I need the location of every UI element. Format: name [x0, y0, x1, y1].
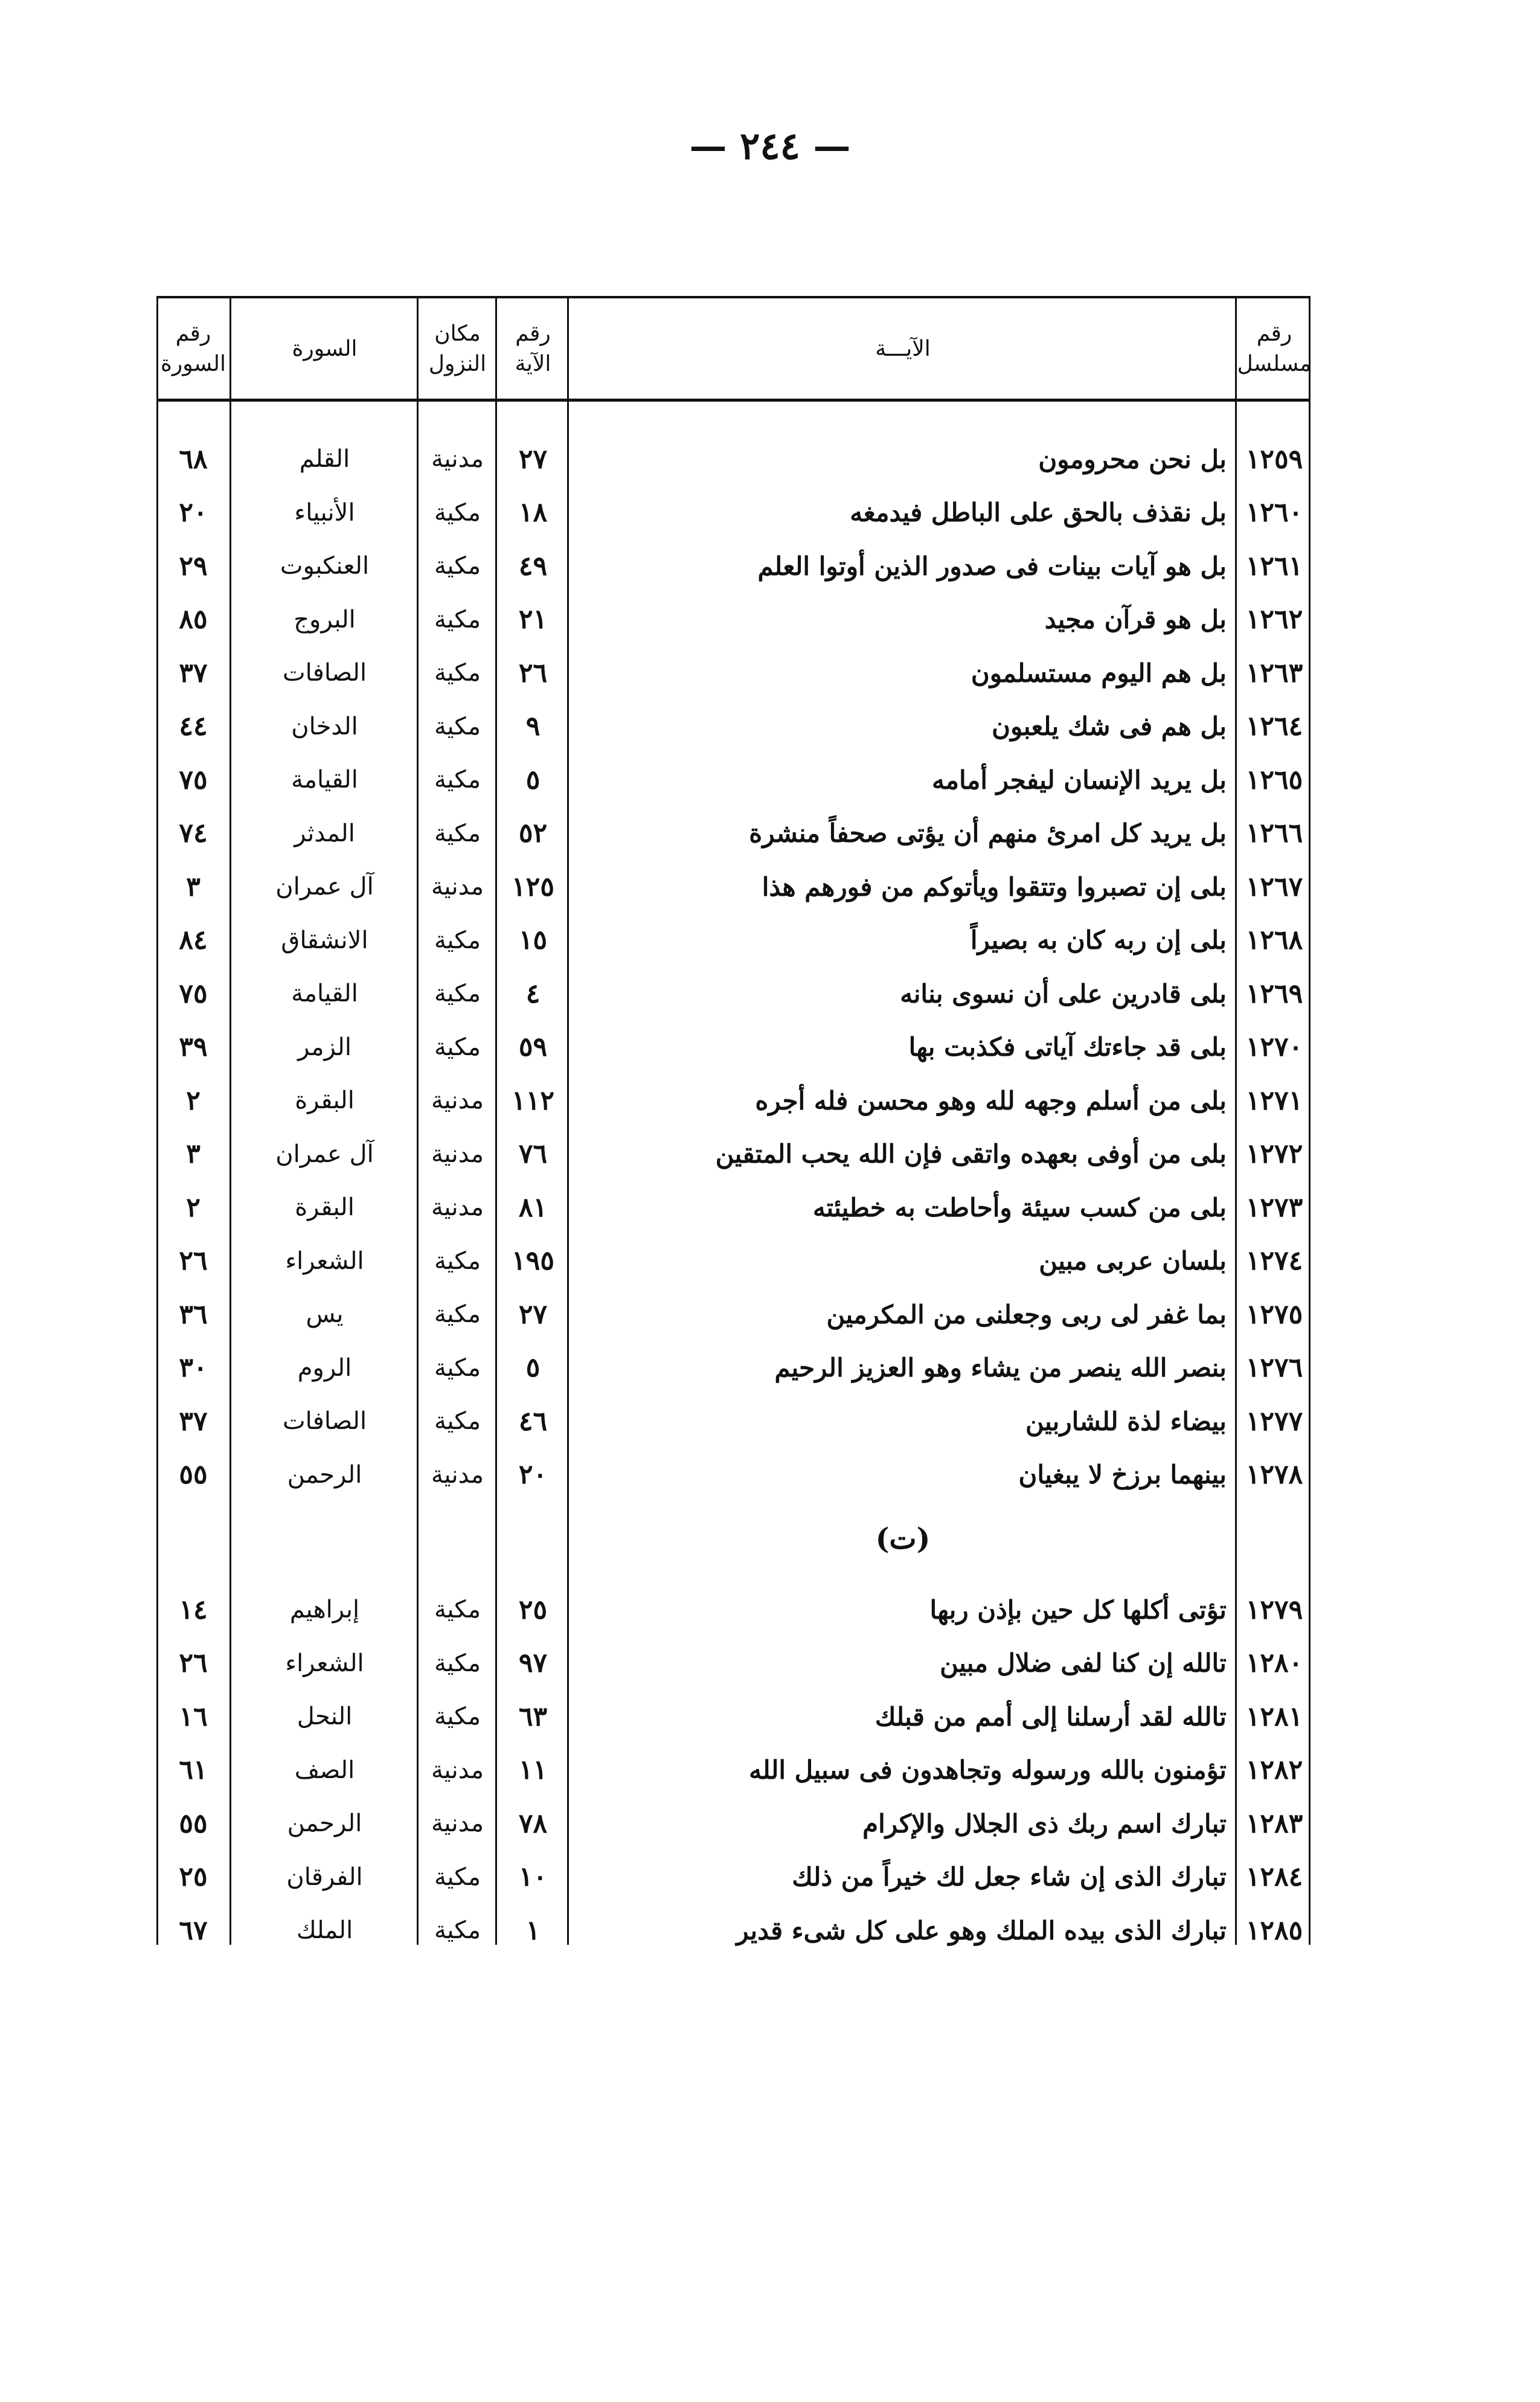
- row-place: مكية: [434, 1596, 481, 1623]
- row-ayah-number: ٦٣: [518, 1701, 548, 1732]
- row-serial: ١٢٦٠: [1245, 497, 1303, 528]
- row-place: مكية: [434, 766, 481, 794]
- row-place: مكية: [434, 498, 481, 527]
- row-surah-number: ٨٥: [179, 604, 208, 635]
- row-ayah-number: ٢٦: [518, 657, 548, 689]
- row-surah: إبراهيم: [289, 1596, 360, 1623]
- row-place: مكية: [434, 552, 481, 580]
- row-ayah-text: بل هو آيات بينات فى صدور الذين أوتوا العلم: [757, 551, 1227, 581]
- row-ayah-text: بلى قادرين على أن نسوى بنانه: [900, 978, 1227, 1009]
- row-place: مكية: [434, 819, 481, 847]
- row-surah: الرحمن: [287, 1460, 362, 1489]
- row-ayah-text: بل هو قرآن مجيد: [1044, 605, 1227, 634]
- index-table: [157, 296, 1311, 1945]
- row-serial: ١٢٦٩: [1245, 978, 1303, 1009]
- row-surah-number: ٣٦: [179, 1299, 208, 1330]
- row-surah: القيامة: [291, 766, 358, 794]
- table-row: [157, 1448, 1311, 1502]
- row-serial: ١٢٨٠: [1245, 1648, 1303, 1678]
- row-surah-number: ٢٦: [179, 1648, 208, 1678]
- row-serial: ١٢٦٥: [1245, 764, 1303, 795]
- row-serial: ١٢٨٢: [1245, 1755, 1303, 1785]
- row-surah-number: ٢٠: [179, 497, 208, 528]
- header-surah-label: السورة: [292, 336, 358, 361]
- row-surah-number: ٧٥: [179, 764, 208, 795]
- table-row: [157, 1903, 1311, 1957]
- row-ayah-text: بينهما برزخ لا يبغيان: [1018, 1460, 1227, 1489]
- row-ayah-number: ٤٦: [518, 1405, 548, 1437]
- header-serial-line2: مسلسل: [1237, 351, 1312, 376]
- row-ayah-text: بلى إن تصبروا وتتقوا ويأتوكم من فورهم هذا: [762, 872, 1227, 902]
- row-ayah-text: بل هم فى شك يلعبون: [992, 711, 1227, 741]
- row-ayah-text: بل نحن محرومون: [1038, 444, 1227, 474]
- row-place: مدنية: [431, 1460, 484, 1489]
- header-surah-number-line2: السورة: [161, 351, 226, 376]
- row-serial: ١٢٦٣: [1245, 657, 1303, 689]
- row-serial: ١٢٧٢: [1245, 1138, 1303, 1169]
- row-surah: الزمر: [298, 1033, 351, 1061]
- row-surah: الأنبياء: [294, 498, 355, 527]
- row-ayah-number: ٤٩: [518, 550, 548, 582]
- row-ayah-number: ٥: [525, 764, 541, 795]
- row-place: مكية: [434, 980, 481, 1007]
- row-ayah-number: ٥٢: [518, 818, 548, 849]
- row-surah-number: ٦١: [179, 1755, 208, 1785]
- row-place: مكية: [434, 1300, 481, 1328]
- row-ayah-text: بلسان عربى مبين: [1039, 1246, 1227, 1276]
- table-top-rule: [157, 296, 1311, 298]
- row-surah-number: ٥٥: [179, 1808, 208, 1839]
- row-serial: ١٢٧٩: [1245, 1594, 1303, 1625]
- row-ayah-number: ٨١: [518, 1192, 548, 1223]
- row-surah-number: ٢٦: [179, 1245, 208, 1276]
- row-serial: ١٢٧٣: [1245, 1192, 1303, 1223]
- row-place: مكية: [434, 926, 481, 954]
- row-ayah-text: بل يريد كل امرئ منهم أن يؤتى صحفاً منشرة: [749, 818, 1227, 848]
- row-serial: ١٢٦٢: [1245, 604, 1303, 635]
- table-row: [157, 1073, 1311, 1128]
- row-surah: الشعراء: [285, 1649, 364, 1677]
- table-row: [157, 1582, 1311, 1637]
- row-surah-number: ٦٧: [179, 1915, 208, 1946]
- row-ayah-text: بلى من أوفى بعهده واتقى فإن الله يحب المتقين: [715, 1139, 1227, 1169]
- row-serial: ١٢٦٧: [1245, 871, 1303, 902]
- row-surah-number: ٣٠: [179, 1352, 208, 1383]
- row-ayah-number: ٩٧: [518, 1648, 548, 1678]
- row-ayah-number: ٢٥: [518, 1594, 548, 1625]
- row-place: مكية: [434, 1247, 481, 1275]
- row-ayah-number: ٢٧: [518, 1299, 548, 1330]
- row-ayah-number: ١: [525, 1915, 541, 1946]
- row-place: مكية: [434, 1033, 481, 1061]
- row-serial: ١٢٧٦: [1245, 1352, 1303, 1383]
- row-serial: ١٢٨١: [1245, 1701, 1303, 1732]
- row-ayah-number: ١٥: [518, 925, 548, 955]
- row-surah: القيامة: [291, 980, 358, 1007]
- row-surah: الملك: [296, 1916, 353, 1944]
- table-row: [157, 646, 1311, 700]
- table-row: [157, 592, 1311, 647]
- table-row: [157, 1180, 1311, 1235]
- header-surah-number: [157, 302, 229, 396]
- row-place: مكية: [434, 1703, 481, 1730]
- header-ayah: [571, 302, 1235, 396]
- header-place: [420, 302, 495, 396]
- row-surah: الدخان: [291, 712, 358, 740]
- row-ayah-number: ٢٧: [518, 443, 548, 475]
- row-surah-number: ٣٧: [179, 657, 208, 689]
- row-place: مدنية: [431, 873, 484, 901]
- header-surah-number-line1: رقم: [175, 321, 211, 346]
- row-surah: البقرة: [295, 1087, 355, 1114]
- row-surah-number: ٥٥: [179, 1459, 208, 1490]
- row-ayah-text: بلى من أسلم وجهه لله وهو محسن فله أجره: [755, 1085, 1227, 1116]
- section-letter-ta: (ت): [875, 1522, 931, 1556]
- row-surah-number: ١٦: [179, 1701, 208, 1732]
- header-ayah-number-line1: رقم: [515, 321, 551, 346]
- row-surah: الصافات: [282, 1407, 367, 1435]
- row-ayah-text: بيضاء لذة للشاربين: [1025, 1406, 1227, 1436]
- row-ayah-text: تالله لقد أرسلنا إلى أمم من قبلك: [874, 1701, 1227, 1732]
- row-place: مكية: [434, 1916, 481, 1944]
- row-surah: الروم: [297, 1354, 352, 1382]
- table-row: [157, 1796, 1311, 1851]
- row-surah: الفرقان: [286, 1863, 363, 1891]
- table-row: [157, 753, 1311, 807]
- row-serial: ١٢٧١: [1245, 1085, 1303, 1116]
- row-ayah-number: ٧٨: [518, 1808, 548, 1839]
- header-bottom-rule: [157, 399, 1311, 402]
- header-ayah-number: [498, 302, 568, 396]
- row-surah: آل عمران: [275, 1140, 374, 1168]
- row-ayah-text: تالله إن كنا لفى ضلال مبين: [940, 1648, 1227, 1678]
- row-surah: الصافات: [282, 659, 367, 687]
- row-surah: يس: [306, 1300, 344, 1328]
- row-ayah-number: ١٠: [518, 1861, 548, 1892]
- row-serial: ١٢٨٥: [1245, 1915, 1303, 1946]
- row-ayah-number: ٥٩: [518, 1032, 548, 1062]
- header-ayah-number-line2: الآية: [515, 351, 551, 376]
- row-ayah-number: ١٩٥: [512, 1245, 554, 1276]
- table-row: [157, 1341, 1311, 1395]
- row-ayah-text: بنصر الله ينصر من يشاء وهو العزيز الرحيم: [774, 1353, 1227, 1382]
- row-surah: الصف: [294, 1756, 355, 1784]
- row-ayah-number: ١١: [518, 1755, 548, 1785]
- table-row: [157, 1689, 1311, 1744]
- row-surah-number: ٢٩: [179, 550, 208, 582]
- row-place: مكية: [434, 1863, 481, 1891]
- row-ayah-number: ٢٠: [518, 1459, 548, 1490]
- row-serial: ١٢٦٨: [1245, 925, 1303, 955]
- row-surah-number: ٣: [186, 1138, 201, 1169]
- row-ayah-number: ٥: [525, 1352, 541, 1383]
- row-place: مدنية: [431, 1810, 484, 1837]
- row-surah-number: ٨٤: [179, 925, 208, 955]
- row-serial: ١٢٨٣: [1245, 1808, 1303, 1839]
- row-surah: القلم: [299, 445, 350, 473]
- table-row: [157, 539, 1311, 593]
- row-place: مدنية: [431, 1756, 484, 1784]
- table-row: [157, 1636, 1311, 1691]
- row-ayah-text: بل هم اليوم مستسلمون: [971, 658, 1227, 688]
- row-serial: ١٢٧٥: [1245, 1299, 1303, 1330]
- row-ayah-number: ٧٦: [518, 1138, 548, 1169]
- header-place-line1: مكان: [434, 321, 481, 346]
- header-serial-line1: رقم: [1256, 321, 1292, 346]
- row-serial: ١٢٦١: [1245, 550, 1303, 582]
- row-ayah-text: تؤمنون بالله ورسوله وتجاهدون فى سبيل الله: [749, 1755, 1227, 1785]
- row-serial: ١٢٦٦: [1245, 818, 1303, 849]
- row-ayah-number: ١١٢: [512, 1085, 554, 1116]
- row-surah-number: ٢: [186, 1192, 201, 1223]
- table-row: [157, 1234, 1311, 1288]
- row-ayah-number: ١٨: [518, 497, 548, 528]
- row-place: مدنية: [431, 1140, 484, 1168]
- row-ayah-text: بما غفر لى ربى وجعلنى من المكرمين: [826, 1299, 1227, 1329]
- row-ayah-number: ٩: [525, 711, 541, 742]
- row-surah-number: ٧٥: [179, 978, 208, 1009]
- row-place: مكية: [434, 1407, 481, 1435]
- row-surah: النحل: [297, 1703, 353, 1730]
- table-row: [157, 1850, 1311, 1904]
- row-serial: ١٢٧٠: [1245, 1032, 1303, 1062]
- table-row: [157, 1020, 1311, 1074]
- row-place: مكية: [434, 605, 481, 634]
- row-ayah-text: بلى قد جاءتك آياتى فكذبت بها: [908, 1032, 1227, 1062]
- table-row: [157, 699, 1311, 754]
- table-row: [157, 432, 1311, 486]
- row-ayah-text: بل نقذف بالحق على الباطل فيدمغه: [850, 498, 1227, 527]
- row-surah: العنكبوت: [280, 552, 370, 580]
- header-serial: [1238, 302, 1311, 396]
- row-surah-number: ٦٨: [179, 443, 208, 475]
- table-row: [157, 1127, 1311, 1181]
- row-surah-number: ٢: [186, 1085, 201, 1116]
- row-serial: ١٢٥٩: [1245, 443, 1303, 475]
- row-ayah-text: بلى إن ربه كان به بصيراً: [970, 925, 1227, 955]
- row-surah-number: ٣٩: [179, 1032, 208, 1062]
- row-serial: ١٢٧٤: [1245, 1245, 1303, 1276]
- row-surah-number: ٢٥: [179, 1861, 208, 1892]
- row-surah-number: ٤٤: [179, 711, 208, 742]
- row-place: مكية: [434, 659, 481, 687]
- table-row: [157, 486, 1311, 540]
- row-ayah-text: تبارك الذى بيده الملك وهو على كل شىء قدير: [736, 1915, 1227, 1945]
- table-row: [157, 913, 1311, 968]
- row-serial: ١٢٧٧: [1245, 1405, 1303, 1437]
- row-ayah-text: تؤتى أكلها كل حين بإذن ربها: [929, 1594, 1227, 1625]
- row-serial: ١٢٧٨: [1245, 1459, 1303, 1490]
- header-place-line2: النزول: [428, 351, 487, 376]
- row-surah: الانشقاق: [281, 926, 368, 954]
- row-ayah-text: تبارك الذى إن شاء جعل لك خيراً من ذلك: [792, 1862, 1227, 1892]
- row-surah: البروج: [294, 605, 356, 634]
- row-place: مكية: [434, 1354, 481, 1382]
- row-ayah-text: تبارك اسم ربك ذى الجلال والإكرام: [862, 1808, 1227, 1838]
- table-row: [157, 806, 1311, 861]
- row-ayah-text: بل يريد الإنسان ليفجر أمامه: [932, 765, 1227, 795]
- row-ayah-number: ٢١: [518, 604, 548, 635]
- row-surah-number: ٣٧: [179, 1405, 208, 1437]
- page-number: — ٢٤٤ —: [689, 124, 851, 168]
- row-surah: البقرة: [295, 1193, 355, 1221]
- table-row: [157, 1743, 1311, 1797]
- row-ayah-number: ١٢٥: [512, 871, 554, 902]
- row-place: مدنية: [431, 1193, 484, 1221]
- row-surah: المدثر: [294, 819, 355, 847]
- header-surah: [233, 302, 417, 396]
- row-surah-number: ٧٤: [179, 818, 208, 849]
- table-row: [157, 1287, 1311, 1341]
- row-ayah-text: بلى من كسب سيئة وأحاطت به خطيئته: [812, 1192, 1227, 1222]
- row-place: مدنية: [431, 1087, 484, 1114]
- row-ayah-number: ٤: [525, 978, 541, 1009]
- table-row: [157, 1394, 1311, 1448]
- table-row: [157, 966, 1311, 1021]
- row-surah: الرحمن: [287, 1810, 362, 1837]
- row-surah: الشعراء: [285, 1247, 364, 1275]
- table-row: [157, 859, 1311, 914]
- row-place: مدنية: [431, 445, 484, 473]
- row-place: مكية: [434, 712, 481, 740]
- row-serial: ١٢٨٤: [1245, 1861, 1303, 1892]
- row-surah-number: ٣: [186, 871, 201, 902]
- row-surah: آل عمران: [275, 873, 374, 901]
- row-surah-number: ١٤: [179, 1594, 208, 1625]
- row-place: مكية: [434, 1649, 481, 1677]
- row-serial: ١٢٦٤: [1245, 711, 1303, 742]
- header-ayah-label: الآيـــة: [875, 336, 931, 361]
